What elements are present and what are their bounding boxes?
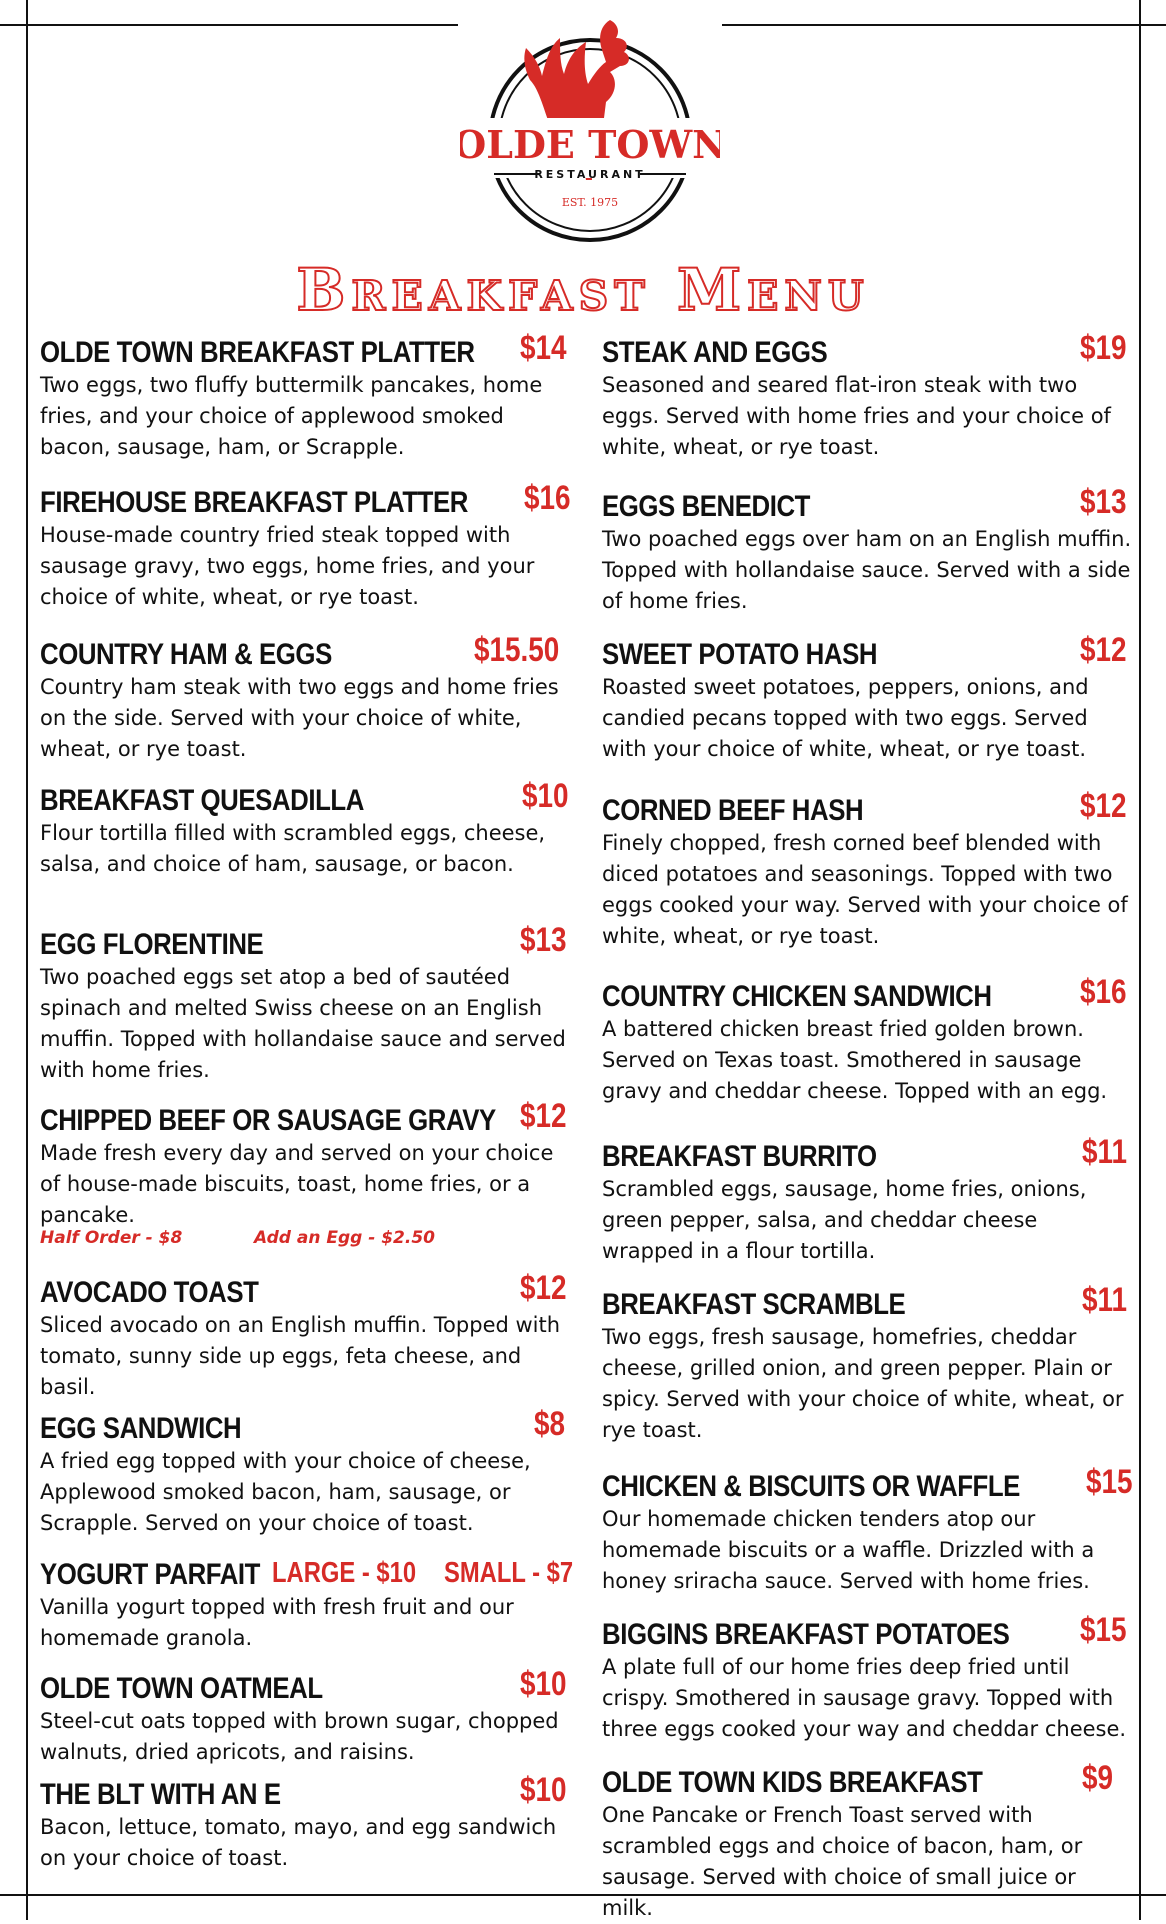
- menu-title: Breakfast Menu: [296, 256, 870, 324]
- item-name: THE BLT WITH AN E: [40, 1778, 281, 1811]
- item-name: SWEET POTATO HASH: [602, 638, 878, 671]
- item-price: $15: [1080, 1611, 1127, 1649]
- item-description: Steel-cut oats topped with brown sugar, chopped walnuts, dried apricots, and raisins.: [40, 1709, 559, 1764]
- item-description: A battered chicken breast fried golden brown. Served on Texas toast. Smothered in sausage gravy and cheddar cheese. Topped with an egg.: [602, 1017, 1108, 1103]
- item-name: OLDE TOWN BREAKFAST PLATTER: [40, 336, 475, 369]
- item-description: Two eggs, two fluffy buttermilk pancakes, home fries, and your choice of applewood smoked bacon, sausage, ham, or Scrapple.: [40, 373, 543, 459]
- item-price: $19: [1080, 329, 1127, 367]
- item-price: $12: [1080, 787, 1127, 825]
- item-description: Finely chopped, fresh corned beef blended with diced potatoes and seasonings. Topped with two eggs cooked your way. Served with your choice of white, wheat, or rye toast.: [602, 831, 1128, 948]
- menu-item: [40, 1666, 570, 1768]
- item-description: Country ham steak with two eggs and home fries on the side. Served with your choice of white, wheat, or rye toast.: [40, 675, 559, 761]
- item-description: Two poached eggs over ham on an English muffin. Topped with hollandaise sauce. Served with a side of home fries.: [602, 527, 1132, 613]
- item-price: $8: [534, 1405, 566, 1443]
- item-description: Scrambled eggs, sausage, home fries, onions, green pepper, salsa, and cheddar cheese wrapped in a flour tortilla.: [602, 1177, 1087, 1263]
- item-price: $13: [1080, 483, 1127, 521]
- item-name: COUNTRY CHICKEN SANDWICH: [602, 980, 992, 1013]
- item-description: Seasoned and seared flat-iron steak with two eggs. Served with home fries and your choice of white, wheat, or rye toast.: [602, 373, 1111, 459]
- menu-item: [602, 484, 1132, 617]
- item-price: $16: [524, 479, 571, 517]
- item-name: BREAKFAST QUESADILLA: [40, 784, 364, 817]
- menu-item: [40, 778, 570, 880]
- item-name: OLDE TOWN KIDS BREAKFAST: [602, 1766, 983, 1799]
- item-price: $14: [520, 329, 567, 367]
- item-price: $12: [520, 1269, 567, 1307]
- item-description: One Pancake or French Toast served with scrambled eggs and choice of bacon, ham, or sausage. Served with choice of small juice or milk.: [602, 1803, 1083, 1920]
- menu-item: [602, 632, 1132, 765]
- item-name: BREAKFAST BURRITO: [602, 1140, 877, 1173]
- item-price: $12: [1080, 631, 1127, 669]
- menu-item: [602, 788, 1132, 952]
- item-description: Our homemade chicken tenders atop our homemade biscuits or a waffle. Drizzled with a honey sriracha sauce. Served with home fries.: [602, 1507, 1095, 1593]
- item-price: $15: [1086, 1463, 1133, 1501]
- menu-item: [602, 974, 1132, 1107]
- item-name: STEAK AND EGGS: [602, 336, 828, 369]
- menu-item: [40, 480, 570, 613]
- menu-item: [602, 1760, 1132, 1924]
- item-price: $11: [1082, 1133, 1127, 1171]
- item-name: EGG FLORENTINE: [40, 928, 264, 961]
- item-price: $10: [520, 1771, 567, 1809]
- half-order-note: Half Order - $8: [40, 1228, 183, 1248]
- item-price: $15.50: [474, 631, 560, 669]
- item-name: BREAKFAST SCRAMBLE: [602, 1288, 906, 1321]
- item-description: Made fresh every day and served on your choice of house-made biscuits, toast, home fries, or a pancake.: [40, 1141, 554, 1227]
- menu-item: [602, 1464, 1132, 1597]
- item-description: Flour tortilla filled with scrambled eggs, cheese, salsa, and choice of ham, sausage, or bacon.: [40, 821, 546, 876]
- add-egg-note: Add an Egg - $2.50: [254, 1228, 435, 1248]
- menu-item: [40, 1406, 570, 1539]
- top-rule-left: [0, 24, 458, 26]
- item-name: CORNED BEEF HASH: [602, 794, 864, 827]
- top-rule-right: [722, 24, 1166, 26]
- item-name: AVOCADO TOAST: [40, 1276, 259, 1309]
- menu-item: [40, 922, 570, 1086]
- item-price: $9: [1082, 1759, 1114, 1797]
- item-price: $10: [520, 1665, 567, 1703]
- item-description: Vanilla yogurt topped with fresh fruit and our homemade granola.: [40, 1595, 514, 1650]
- item-description: Roasted sweet potatoes, peppers, onions, and candied pecans topped with two eggs. Served with your choice of white, wheat, or rye toast.: [602, 675, 1089, 761]
- item-description: Bacon, lettuce, tomato, mayo, and egg sandwich on your choice of toast.: [40, 1815, 557, 1870]
- item-price: $13: [520, 921, 567, 959]
- item-description: House-made country fried steak topped with sausage gravy, two eggs, home fries, and your choice of white, wheat, or rye toast.: [40, 523, 535, 609]
- item-name: EGG SANDWICH: [40, 1412, 242, 1445]
- menu-item: [602, 1282, 1132, 1446]
- item-description: Two eggs, fresh sausage, homefries, cheddar cheese, grilled onion, and green pepper. Plain or spicy. Served with your choice of white, wheat, or rye toast.: [602, 1325, 1124, 1442]
- rooster-logo-icon: [460, 10, 720, 250]
- logo-name: OLDE TOWN: [460, 122, 720, 167]
- item-description: A fried egg topped with your choice of cheese, Applewood smoked bacon, ham, sausage, or Scrapple. Served on your choice of toast.: [40, 1449, 531, 1535]
- menu-item: [40, 1772, 570, 1874]
- item-name: BIGGINS BREAKFAST POTATOES: [602, 1618, 1010, 1651]
- logo-subtitle: RESTAURANT: [534, 168, 646, 181]
- item-name: CHIPPED BEEF OR SAUSAGE GRAVY: [40, 1104, 496, 1137]
- logo-est: EST. 1975: [561, 196, 619, 209]
- item-description: Sliced avocado on an English muffin. Topped with tomato, sunny side up eggs, feta cheese, and basil.: [40, 1313, 561, 1399]
- menu-item: [602, 330, 1132, 463]
- item-price: $12: [520, 1097, 567, 1135]
- item-name: OLDE TOWN OATMEAL: [40, 1672, 323, 1705]
- menu-item: [40, 1270, 570, 1403]
- item-name: YOGURT PARFAIT: [40, 1558, 260, 1591]
- item-name: EGGS BENEDICT: [602, 490, 811, 523]
- menu-item: [40, 1552, 574, 1654]
- menu-item: [602, 1134, 1132, 1267]
- item-description: A plate full of our home fries deep fried until crispy. Smothered in sausage gravy. Topped with three eggs cooked your way and cheddar cheese.: [602, 1655, 1127, 1741]
- small-price: SMALL - $7: [444, 1557, 574, 1589]
- item-name: FIREHOUSE BREAKFAST PLATTER: [40, 486, 468, 519]
- menu-item: [40, 330, 570, 463]
- restaurant-logo: [460, 10, 720, 250]
- item-price: $10: [522, 777, 569, 815]
- large-price: LARGE - $10: [272, 1557, 417, 1589]
- menu-item: [40, 632, 570, 765]
- item-price: $16: [1080, 973, 1127, 1011]
- menu-item: [602, 1612, 1132, 1745]
- item-name: CHICKEN & BISCUITS OR WAFFLE: [602, 1470, 1020, 1503]
- menu-item: [40, 1097, 570, 1248]
- item-price: $11: [1082, 1281, 1127, 1319]
- item-name: COUNTRY HAM & EGGS: [40, 638, 332, 671]
- item-description: Two poached eggs set atop a bed of sautéed spinach and melted Swiss cheese on an English muffin. Topped with hollandaise sauce and served with home fries.: [40, 965, 566, 1082]
